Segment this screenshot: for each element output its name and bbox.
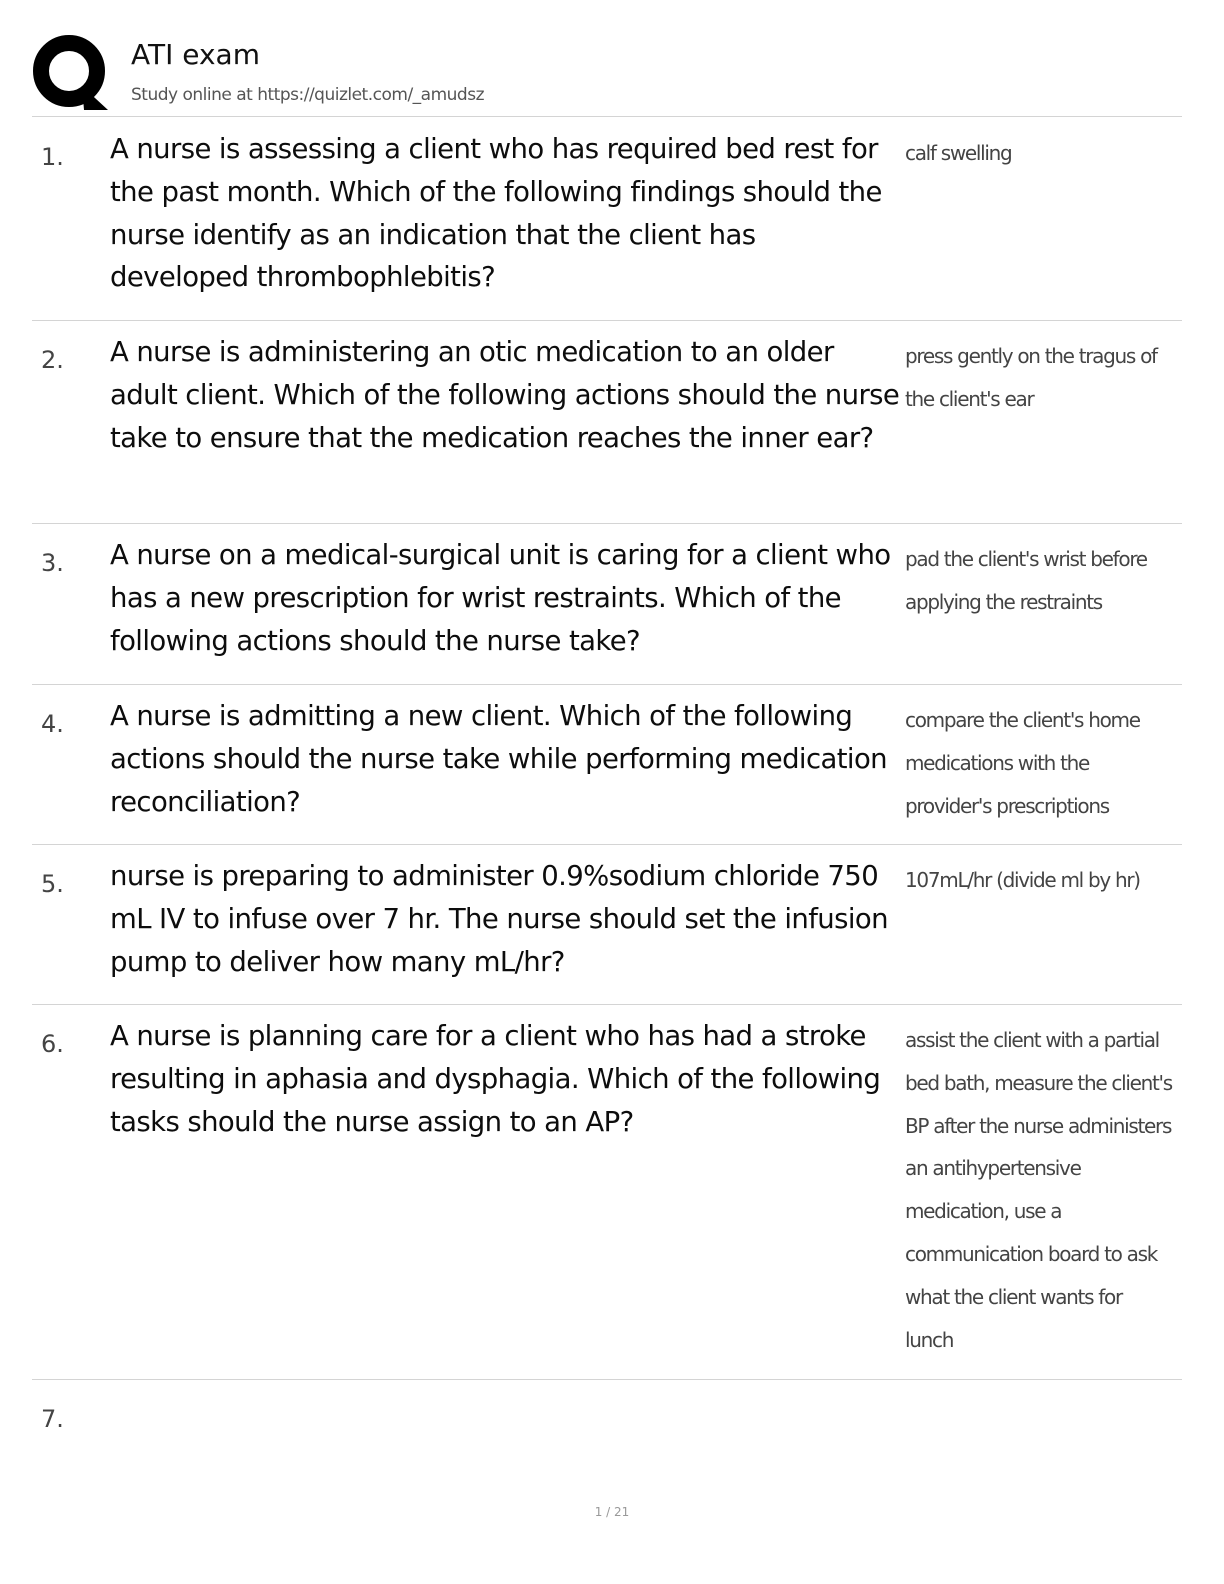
flashcard-row xyxy=(32,321,1182,524)
card-term: A nurse is admitting a new client. Which of the following actions should the nurse take while performing medication reconciliation? xyxy=(110,700,888,818)
set-title: ATI exam xyxy=(131,38,260,71)
card-number: 4. xyxy=(41,710,64,738)
header-divider xyxy=(32,116,1182,117)
card-term: A nurse on a medical-surgical unit is caring for a client who has a new prescription for wrist restraints. Which of the following actions should the nurse take? xyxy=(110,539,891,657)
quizlet-q-logo-icon xyxy=(32,34,110,112)
page-header xyxy=(32,28,1182,116)
card-number: 3. xyxy=(41,549,64,577)
card-number: 5. xyxy=(41,870,64,898)
card-definition: 107mL/hr (divide ml by hr) xyxy=(905,868,1140,892)
card-definition: calf swelling xyxy=(905,141,1012,165)
flashcard-row xyxy=(32,118,1182,321)
card-definition: press gently on the tragus of the client's ear xyxy=(905,344,1157,411)
flashcard-row xyxy=(32,1005,1182,1380)
study-online-link[interactable]: Study online at https://quizlet.com/_amudsz xyxy=(131,85,484,105)
card-definition: pad the client's wrist before applying the restraints xyxy=(905,547,1147,614)
card-number: 2. xyxy=(41,346,64,374)
card-number: 7. xyxy=(41,1405,64,1433)
card-definition: compare the client's home medications with the provider's prescriptions xyxy=(905,708,1140,818)
page-indicator: 1 / 21 xyxy=(594,1505,630,1519)
card-term: A nurse is planning care for a client who has had a stroke resulting in aphasia and dysphagia. Which of the following tasks should the nurse assign to an AP? xyxy=(110,1020,881,1138)
flashcard-row xyxy=(32,524,1182,685)
card-term: A nurse is administering an otic medication to an older adult client. Which of the following actions should the nurse take to ensure that the medication reaches the inner ear? xyxy=(110,336,900,454)
card-number: 1. xyxy=(41,143,64,171)
flashcard-row xyxy=(32,1380,1182,1480)
card-number: 6. xyxy=(41,1030,64,1058)
card-term: nurse is preparing to administer 0.9%sodium chloride 750 mL IV to infuse over 7 hr. The nurse should set the infusion pump to deliver how many mL/hr? xyxy=(110,860,888,978)
card-definition: assist the client with a partial bed bath, measure the client's BP after the nurse administers an antihypertensive medication, use a communication board to ask what the client wants for lunch xyxy=(905,1028,1172,1352)
card-term: A nurse is assessing a client who has required bed rest for the past month. Which of the following findings should the nurse identify as an indication that the client has developed thrombophlebitis? xyxy=(110,133,882,294)
flashcard-row xyxy=(32,845,1182,1005)
flashcard-row xyxy=(32,685,1182,845)
